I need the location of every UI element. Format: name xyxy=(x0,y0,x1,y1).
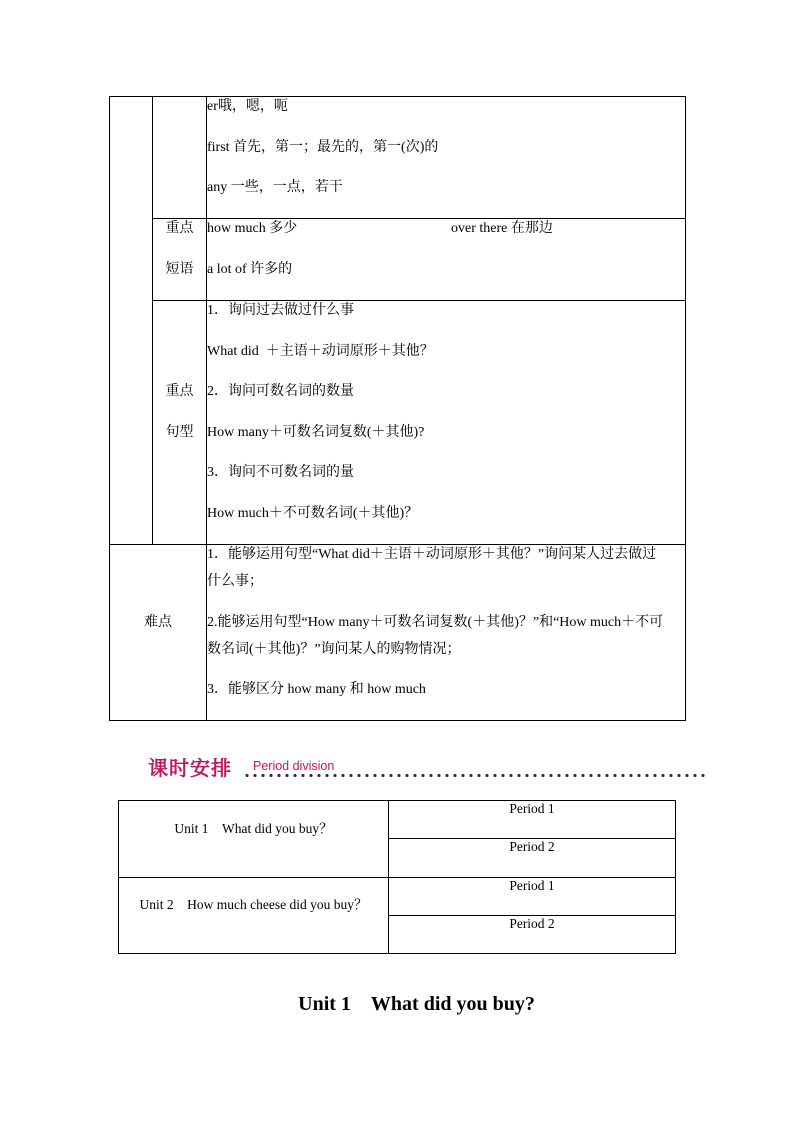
unit-title: Unit 1 What did you buy？ xyxy=(174,821,333,836)
unit-cell xyxy=(119,801,389,878)
pattern-formula: How many＋可数名词复数(＋其他)? xyxy=(207,424,425,440)
label-line: 重点 xyxy=(165,384,194,399)
pattern-heading: 1．询问过去做过什么事 xyxy=(207,303,354,318)
pattern-formula: How much＋不可数名词(＋其他)？ xyxy=(207,505,419,521)
period-label: Period 2 xyxy=(509,916,555,931)
difficulties-label-cell xyxy=(110,545,207,721)
period-division-table xyxy=(118,800,676,954)
difficulty-line: 数名词(＋其他)？”询问某人的购物情况； xyxy=(207,641,461,657)
period-cell xyxy=(389,878,676,916)
patterns-label-cell xyxy=(153,301,207,545)
objectives-table xyxy=(109,96,686,721)
period-section-heading: 课时安排 xyxy=(148,756,232,780)
difficulty-line: 什么事； xyxy=(207,574,263,589)
difficulty-line: 3．能够区分 how many 和 how much xyxy=(207,682,426,697)
table-row xyxy=(119,801,676,839)
period-cell xyxy=(389,839,676,878)
difficulties-list xyxy=(207,545,685,700)
phrases-label xyxy=(153,219,206,280)
patterns-label xyxy=(153,382,206,443)
label-line: 短语 xyxy=(165,261,194,277)
patterns-list xyxy=(207,301,685,524)
patterns-cell xyxy=(207,301,686,545)
table-row xyxy=(119,878,676,916)
difficulty-line: 2.能够运用句型“How many＋可数名词复数(＋其他)？”和“How much＋不可 xyxy=(207,614,664,630)
difficulties-cell xyxy=(207,545,686,721)
lesson-title: Unit 1 What did you buy? xyxy=(298,993,535,1015)
label-line: 句型 xyxy=(165,424,194,440)
difficulty-item xyxy=(207,545,685,592)
phrase-item: how much 多少 xyxy=(207,221,298,236)
vocabulary-item: first 首先，第一；最先的，第一(次)的 xyxy=(207,139,439,155)
phrase-item: a lot of 许多的 xyxy=(207,261,293,277)
phrases-row xyxy=(110,219,686,301)
difficulty-line: 1．能够运用句型“What did＋主语＋动词原形＋其他？”询问某人过去做过 xyxy=(207,547,657,562)
vocabulary-item: er哦，嗯，呃 xyxy=(207,99,288,114)
phrase-line xyxy=(207,219,685,239)
vocabulary-item: any 一些，一点，若干 xyxy=(207,180,343,195)
label-line: 重点 xyxy=(165,221,194,236)
pattern-heading: 2．询问可数名词的数量 xyxy=(207,384,354,399)
phrases-label-cell xyxy=(153,219,207,301)
pattern-formula: What did ＋主语＋动词原形＋其他？ xyxy=(207,343,434,359)
vocabulary-row xyxy=(110,97,686,219)
period-cell xyxy=(389,916,676,954)
dotted-divider xyxy=(243,773,709,778)
vocabulary-list xyxy=(207,97,685,198)
period-label: Period 2 xyxy=(509,839,555,854)
pattern-heading: 3．询问不可数名词的量 xyxy=(207,465,354,480)
blank-label-cell xyxy=(153,97,207,219)
difficulty-item xyxy=(207,680,685,700)
difficulties-row xyxy=(110,545,686,721)
difficulties-label: 难点 xyxy=(144,615,172,630)
patterns-row xyxy=(110,301,686,545)
period-label: Period 1 xyxy=(509,801,555,816)
unit-cell xyxy=(119,878,389,954)
period-section-subheading: Period division xyxy=(253,759,335,773)
difficulty-item xyxy=(207,613,685,660)
phrases-list xyxy=(207,219,685,280)
unit-title: Unit 2 How much cheese did you buy？ xyxy=(139,897,368,912)
phrases-cell xyxy=(207,219,686,301)
period-cell xyxy=(389,801,676,839)
period-label: Period 1 xyxy=(509,878,555,893)
blank-category-cell xyxy=(110,97,153,545)
phrase-item: over there 在那边 xyxy=(451,221,553,236)
vocabulary-cell xyxy=(207,97,686,219)
